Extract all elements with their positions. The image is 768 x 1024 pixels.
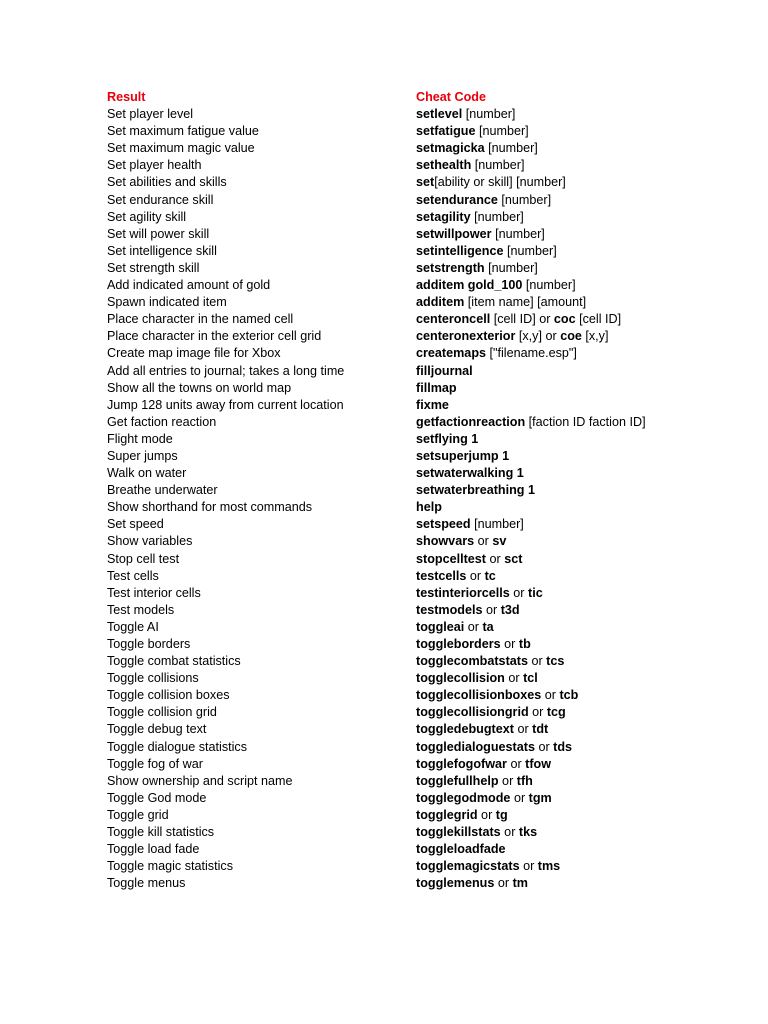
table-row	[107, 533, 727, 550]
table-row	[107, 106, 727, 123]
table-row	[107, 807, 727, 824]
argument-text: [number]	[491, 226, 545, 241]
table-row	[107, 243, 727, 260]
command-text: togglecombatstats	[416, 654, 528, 669]
command-text: setagility	[416, 209, 471, 224]
argument-text: [x,y]	[581, 329, 609, 344]
cheat-code-cell	[416, 397, 727, 414]
argument-text: [cell ID] or	[490, 312, 554, 327]
result-cell: Flight mode	[107, 431, 173, 446]
argument-text: or	[519, 859, 538, 874]
result-cell: Set strength skill	[107, 260, 200, 275]
result-cell: Toggle magic statistics	[107, 859, 233, 874]
command-text: setwillpower	[416, 226, 492, 241]
result-cell: Toggle load fade	[107, 842, 200, 857]
cheat-code-cell	[416, 140, 727, 157]
table-row	[107, 345, 727, 362]
cheat-code-cell	[416, 123, 727, 140]
command-text: coe	[560, 329, 582, 344]
result-cell: Toggle grid	[107, 807, 169, 822]
command-text: testmodels	[416, 602, 483, 617]
table-row	[107, 739, 727, 756]
table-row	[107, 653, 727, 670]
result-cell: Set maximum fatigue value	[107, 124, 259, 139]
table-row	[107, 277, 727, 294]
result-cell: Add all entries to journal; takes a long time	[107, 363, 345, 378]
command-text: togglecollisionboxes	[416, 688, 542, 703]
command-text: centeronexterior	[416, 329, 516, 344]
command-text: setwaterbreathing 1	[416, 483, 535, 498]
command-text: sv	[492, 534, 507, 549]
result-cell: Test interior cells	[107, 585, 201, 600]
argument-text: or	[500, 825, 519, 840]
cheat-code-cell	[416, 209, 727, 226]
command-text: tc	[484, 568, 496, 583]
cheat-code-cell	[416, 157, 727, 174]
result-cell: Toggle AI	[107, 619, 159, 634]
command-text: getfactionreaction	[416, 414, 526, 429]
result-cell: Toggle menus	[107, 876, 186, 891]
cheat-code-cell	[416, 585, 727, 602]
command-text: setfatigue	[416, 124, 476, 139]
command-text: testcells	[416, 568, 467, 583]
table-row	[107, 704, 727, 721]
table-row	[107, 226, 727, 243]
cheat-code-cell	[416, 192, 727, 209]
argument-text: [faction ID faction ID]	[525, 414, 646, 429]
command-text: togglegrid	[416, 807, 478, 822]
command-text: togglegodmode	[416, 790, 511, 805]
command-text: tcg	[546, 705, 566, 720]
cheat-code-cell	[416, 294, 727, 311]
argument-text: or	[498, 773, 517, 788]
result-cell: Toggle debug text	[107, 722, 207, 737]
command-text: togglefogofwar	[416, 756, 507, 771]
table-row	[107, 311, 727, 328]
command-text: toggleai	[416, 619, 465, 634]
command-text: ta	[482, 619, 494, 634]
table-row	[107, 670, 727, 687]
result-cell: Set maximum magic value	[107, 141, 255, 156]
command-text: setendurance	[416, 192, 498, 207]
command-text: setstrength	[416, 260, 485, 275]
table-row	[107, 192, 727, 209]
table-row	[107, 773, 727, 790]
result-cell: Toggle collision boxes	[107, 688, 230, 703]
command-text: t3d	[500, 602, 520, 617]
command-text: coc	[553, 312, 576, 327]
argument-text: [number]	[475, 124, 529, 139]
command-text: tds	[553, 739, 573, 754]
command-text: togglecollisiongrid	[416, 705, 529, 720]
result-cell: Toggle combat statistics	[107, 654, 241, 669]
argument-text: or	[528, 705, 547, 720]
result-cell: Place character in the exterior cell grid	[107, 329, 322, 344]
result-cell: Test cells	[107, 568, 159, 583]
command-text: showvars	[416, 534, 475, 549]
command-text: toggleborders	[416, 637, 501, 651]
command-text: tg	[495, 807, 508, 822]
command-text: togglefullhelp	[416, 773, 499, 788]
command-text: stopcelltest	[416, 551, 486, 566]
argument-text: or	[541, 688, 560, 703]
table-row	[107, 260, 727, 277]
cheat-code-cell	[416, 721, 727, 738]
argument-text: [ability or skill] [number]	[434, 175, 566, 190]
result-cell: Show shorthand for most commands	[107, 500, 313, 515]
result-cell: Toggle collision grid	[107, 705, 217, 720]
cheat-code-cell	[416, 243, 727, 260]
cheat-code-cell	[416, 551, 727, 568]
table-row	[107, 756, 727, 773]
cheat-code-cell	[416, 653, 727, 670]
argument-text: [number]	[470, 209, 524, 224]
cheat-code-cell	[416, 568, 727, 585]
command-text: setlevel	[416, 107, 463, 122]
cheat-code-cell	[416, 875, 727, 892]
cheat-code-cell	[416, 824, 727, 841]
command-text: tfow	[525, 756, 552, 771]
result-cell: Toggle dialogue statistics	[107, 739, 248, 754]
command-text: togglemenus	[416, 876, 495, 891]
cheat-code-cell	[416, 226, 727, 243]
argument-text: [number]	[471, 158, 525, 173]
command-text: additem	[416, 295, 465, 310]
table-row	[107, 294, 727, 311]
table-row	[107, 499, 727, 516]
table-row	[107, 174, 727, 191]
command-text: toggledialoguestats	[416, 739, 535, 754]
table-row	[107, 602, 727, 619]
command-text: tgm	[528, 790, 552, 805]
cheat-code-column-header: Cheat Code	[416, 90, 486, 104]
table-row	[107, 209, 727, 226]
command-text: set	[416, 175, 435, 190]
cheat-code-cell	[416, 841, 727, 858]
table-row	[107, 448, 727, 465]
command-text: toggledebugtext	[416, 722, 514, 737]
result-cell: Get faction reaction	[107, 414, 217, 429]
cheat-code-cell	[416, 533, 727, 550]
table-row	[107, 858, 727, 875]
table-row	[107, 841, 727, 858]
result-cell: Set player level	[107, 107, 194, 122]
cheat-code-cell	[416, 414, 727, 431]
command-text: fillmap	[416, 380, 457, 395]
result-cell: Super jumps	[107, 448, 178, 463]
command-text: togglemagicstats	[416, 859, 520, 874]
command-text: createmaps	[416, 346, 487, 361]
argument-text: [number]	[470, 517, 524, 532]
table-row	[107, 721, 727, 738]
command-text: tms	[537, 859, 561, 874]
argument-text: [number]	[497, 192, 552, 207]
table-row	[107, 380, 727, 397]
command-text: help	[416, 500, 442, 515]
result-cell: Show ownership and script name	[107, 773, 293, 788]
table-row	[107, 824, 727, 841]
command-text: setintelligence	[416, 243, 504, 258]
cheat-code-cell	[416, 739, 727, 756]
cheat-code-cell	[416, 602, 727, 619]
cheat-code-cell	[416, 380, 727, 397]
command-text: sethealth	[416, 158, 472, 173]
result-cell: Breathe underwater	[107, 483, 218, 498]
result-cell: Spawn indicated item	[107, 295, 227, 310]
table-row	[107, 363, 727, 380]
result-cell: Set agility skill	[107, 209, 187, 224]
result-cell: Place character in the named cell	[107, 312, 294, 327]
cheat-code-cell	[416, 106, 727, 123]
argument-text: [cell ID]	[575, 312, 622, 327]
result-cell: Set endurance skill	[107, 192, 214, 207]
cheat-code-cell	[416, 465, 727, 482]
cheat-code-cell	[416, 636, 727, 653]
command-text: testinteriorcells	[416, 585, 510, 600]
command-text: togglecollision	[416, 671, 505, 686]
cheat-code-table	[107, 89, 727, 892]
result-cell: Stop cell test	[107, 551, 180, 566]
result-column-header: Result	[107, 90, 146, 104]
argument-text: or	[486, 551, 505, 566]
table-row	[107, 551, 727, 568]
argument-text: or	[534, 739, 554, 754]
table-row	[107, 431, 727, 448]
result-cell: Test models	[107, 602, 175, 617]
command-text: tm	[512, 876, 528, 891]
argument-text: or	[464, 619, 483, 634]
command-text: fixme	[416, 397, 449, 412]
cheat-code-cell	[416, 499, 727, 516]
command-text: sct	[504, 551, 523, 566]
cheat-code-cell	[416, 448, 727, 465]
argument-text: or	[506, 756, 526, 771]
cheat-code-cell	[416, 260, 727, 277]
argument-text: [number]	[522, 278, 576, 293]
argument-text: [item name] [amount]	[464, 295, 587, 310]
result-cell: Set abilities and skills	[107, 175, 227, 190]
cheat-code-cell	[416, 704, 727, 721]
command-text: toggleloadfade	[416, 842, 506, 857]
cheat-code-cell	[416, 516, 727, 533]
argument-text: ["filename.esp"]	[486, 346, 577, 361]
cheat-code-cell	[416, 345, 727, 362]
result-cell: Toggle kill statistics	[107, 825, 215, 840]
argument-text: or	[477, 807, 496, 822]
command-text: setwaterwalking 1	[416, 466, 524, 481]
argument-text: or	[527, 654, 547, 669]
table-body	[107, 106, 727, 892]
argument-text: or	[474, 534, 493, 549]
command-text: tcb	[559, 688, 579, 703]
result-cell: Add indicated amount of gold	[107, 278, 271, 293]
result-cell: Set will power skill	[107, 226, 210, 241]
cheat-code-cell	[416, 670, 727, 687]
table-row	[107, 568, 727, 585]
result-cell: Toggle collisions	[107, 671, 199, 686]
command-text: additem gold_100	[416, 278, 523, 293]
command-text: centeroncell	[416, 312, 491, 327]
command-text: tic	[528, 585, 543, 600]
table-row	[107, 585, 727, 602]
table-header-row	[107, 89, 727, 106]
table-row	[107, 790, 727, 807]
cheat-code-cell	[416, 311, 727, 328]
argument-text: [number]	[484, 260, 538, 275]
result-cell: Toggle fog of war	[107, 756, 203, 771]
command-text: setspeed	[416, 517, 471, 532]
cheat-code-cell	[416, 277, 727, 294]
argument-text: [number]	[462, 107, 516, 122]
table-row	[107, 157, 727, 174]
cheat-code-cell	[416, 687, 727, 704]
result-cell: Walk on water	[107, 466, 187, 481]
result-cell: Toggle borders	[107, 637, 191, 651]
argument-text: or	[510, 790, 529, 805]
cheat-code-cell	[416, 619, 727, 636]
cheat-code-cell	[416, 790, 727, 807]
result-cell: Jump 128 units away from current location	[107, 397, 344, 412]
table-row	[107, 140, 727, 157]
result-cell: Set player health	[107, 158, 202, 173]
command-text: setmagicka	[416, 141, 485, 156]
command-text: setflying 1	[416, 431, 479, 446]
cheat-code-cell	[416, 773, 727, 790]
argument-text: [x,y] or	[515, 329, 561, 344]
command-text: tdt	[532, 722, 549, 737]
argument-text: or	[513, 722, 533, 737]
argument-text: or	[504, 671, 524, 686]
argument-text: or	[500, 637, 519, 651]
table-row	[107, 875, 727, 892]
command-text: togglekillstats	[416, 825, 501, 840]
table-row	[107, 482, 727, 499]
table-row	[107, 414, 727, 431]
table-row	[107, 328, 727, 345]
command-text: filljournal	[416, 363, 473, 378]
cheat-code-cell	[416, 858, 727, 875]
table-row	[107, 636, 727, 653]
command-text: setsuperjump 1	[416, 448, 510, 463]
result-cell: Set speed	[107, 517, 164, 532]
table-row	[107, 516, 727, 533]
result-cell: Show all the towns on world map	[107, 380, 292, 395]
table-row	[107, 397, 727, 414]
result-cell: Set intelligence skill	[107, 243, 217, 258]
table-row	[107, 123, 727, 140]
cheat-code-cell	[416, 431, 727, 448]
table-row	[107, 465, 727, 482]
table-row	[107, 619, 727, 636]
argument-text: [number]	[503, 243, 557, 258]
command-text: tfh	[516, 773, 533, 788]
argument-text: or	[482, 602, 501, 617]
result-cell: Toggle God mode	[107, 790, 207, 805]
cheat-code-cell	[416, 807, 727, 824]
result-cell: Show variables	[107, 534, 193, 549]
command-text: tks	[518, 825, 538, 840]
argument-text: or	[494, 876, 513, 891]
table-row	[107, 687, 727, 704]
argument-text: [number]	[484, 141, 538, 156]
cheat-code-cell	[416, 363, 727, 380]
cheat-code-cell	[416, 756, 727, 773]
command-text: tcl	[523, 671, 538, 686]
argument-text: or	[466, 568, 485, 583]
cheat-code-cell	[416, 482, 727, 499]
argument-text: or	[509, 585, 528, 600]
cheat-code-cell	[416, 174, 727, 191]
command-text: tb	[518, 637, 531, 651]
result-cell: Create map image file for Xbox	[107, 346, 281, 361]
command-text: tcs	[546, 654, 565, 669]
cheat-code-cell	[416, 328, 727, 345]
